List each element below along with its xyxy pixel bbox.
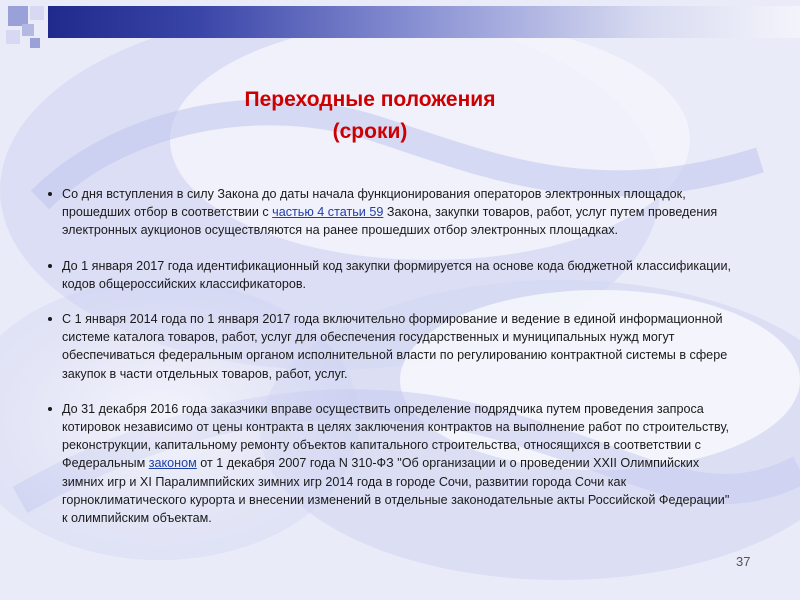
decor-square <box>8 6 28 26</box>
bullet-text: от 1 декабря 2007 года N 310-ФЗ "Об организации и о проведении XXII Олимпийских зимних игр и XI Паралимпийских зимних игр 2014 года в городе Сочи, развитии города Сочи как горноклиматического курорта и внесении изменений в отдельные законодательные акты Российской Федерации" к олимпийским объектам. <box>62 456 730 526</box>
bullet-dot <box>48 264 52 268</box>
decor-square <box>6 30 20 44</box>
page-number: 37 <box>736 554 751 569</box>
bullet-list <box>46 185 736 544</box>
decor-square <box>22 24 34 36</box>
bullet-text: До 1 января 2017 года идентификационный код закупки формируется на основе кода бюджетной классификации, кодов общероссийских классификаторов. <box>62 258 731 291</box>
article-link[interactable]: частью 4 статьи 59 <box>272 205 384 220</box>
header-bar <box>48 6 800 38</box>
bullet-item <box>46 257 736 293</box>
bullet-text: Со дня вступления в силу Закона до даты начала функционирования операторов электронных площадок, прошедших отбор в соответствии с <box>62 187 686 220</box>
law-link[interactable]: законом <box>148 456 197 471</box>
title-line-1: Переходные положения <box>244 88 496 111</box>
bullet-text: Закона, закупки товаров, работ, услуг путем проведения электронных аукционов осуществляются на ранее прошедших отбор электронных площадках. <box>62 205 718 238</box>
bullet-item <box>46 310 736 383</box>
decor-square <box>30 6 44 20</box>
bullet-item <box>46 400 736 527</box>
bullet-dot <box>48 192 52 196</box>
slide-title <box>150 84 590 148</box>
bullet-dot <box>48 317 52 321</box>
title-line-2: (сроки) <box>332 120 408 143</box>
decor-square <box>30 38 40 48</box>
bullet-item <box>46 185 736 240</box>
bullet-text: До 31 декабря 2016 года заказчики вправе осуществить определение подрядчика путем проведения запроса котировок независимо от цены контракта в целях заключения контрактов на выполнение работ по строительству, реконструкции, капитальному ремонту объектов капитального строительства, относящихся в соответствии с Федеральным <box>62 401 729 471</box>
bullet-dot <box>48 407 52 411</box>
bullet-text: С 1 января 2014 года по 1 января 2017 года включительно формирование и ведение в единой информационной системе каталога товаров, работ, услуг для обеспечения государственных и муниципальных нужд могут обеспечиваться федеральным органом исполнительной власти по регулированию контрактной системы в сфере закупок в части отдельных товаров, работ, услуг. <box>62 312 728 381</box>
